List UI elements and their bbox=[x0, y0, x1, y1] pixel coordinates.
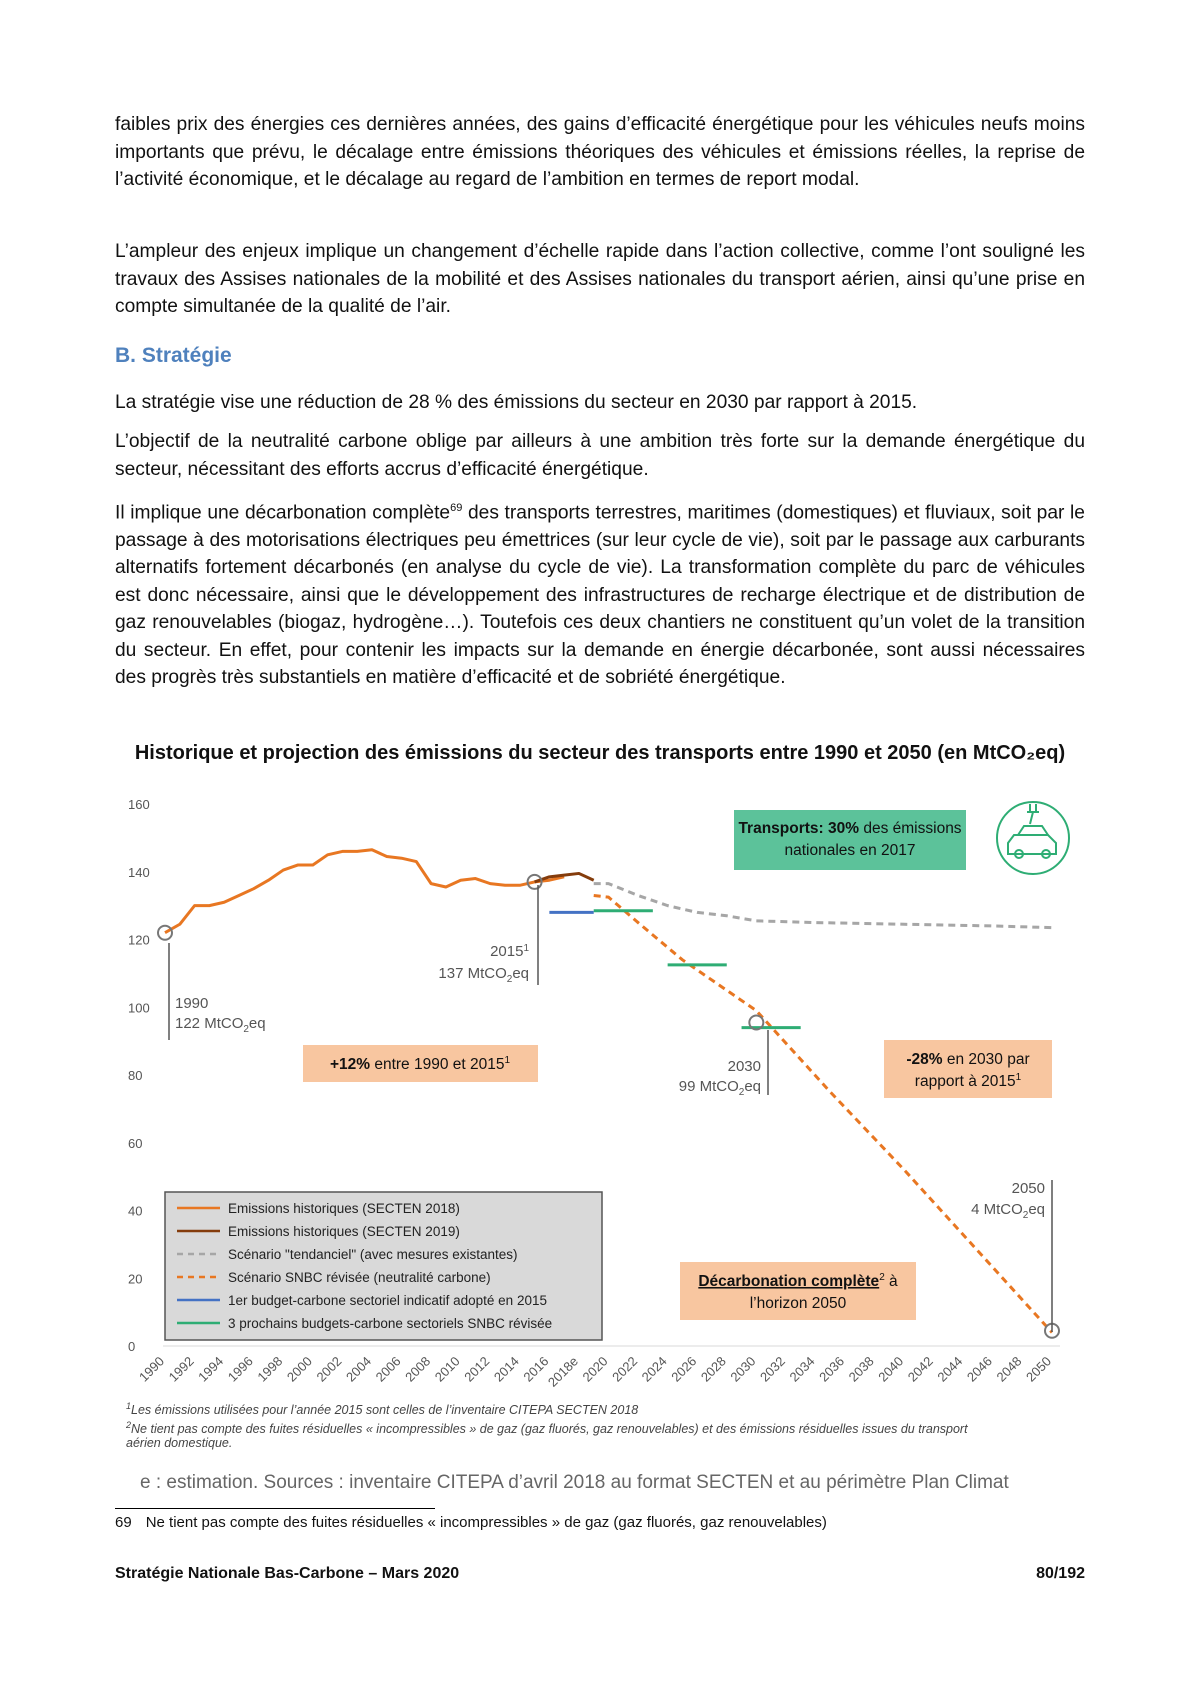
x-tick-label: 2018e bbox=[544, 1353, 582, 1390]
emissions-chart bbox=[0, 790, 1190, 1490]
annotation-2050-value: 4 MtCO$_2$eq bbox=[971, 1201, 1045, 1221]
x-tick-label: 2010 bbox=[431, 1353, 463, 1385]
annotation-1990-year: 1990 bbox=[175, 995, 209, 1012]
x-tick-label: 2006 bbox=[372, 1353, 404, 1385]
y-tick-label: 40 bbox=[128, 1203, 143, 1219]
x-axis bbox=[136, 1354, 1054, 1390]
x-tick-label: 1998 bbox=[254, 1353, 286, 1385]
legend-label: Emissions historiques (SECTEN 2019) bbox=[228, 1224, 460, 1239]
annotation-2030-year: 2030 bbox=[727, 1058, 761, 1075]
y-tick-label: 20 bbox=[128, 1271, 143, 1287]
x-tick-label: 2002 bbox=[313, 1353, 345, 1385]
decarbonation-box bbox=[680, 1262, 916, 1320]
x-tick-label: 2024 bbox=[638, 1353, 670, 1385]
x-tick-label: 2044 bbox=[934, 1353, 966, 1385]
decrease-box-line-1: -28% en 2030 par bbox=[906, 1051, 1030, 1068]
chart-title: Historique et projection des émissions du secteur des transports entre 1990 et 2050 (en MtCO₂eq) bbox=[134, 742, 1066, 764]
y-tick-label: 60 bbox=[128, 1135, 143, 1151]
p5-text-b: des transports terrestres, maritimes (domestiques) et fluviaux, soit par le passage à des motorisations électriques peu émettrices (sur leur cycle de vie), soit par le passage aux carburants alternatifs fortement décarbonés (en analyse du cycle de vie). La transformation complète du parc de véhicules est donc nécessaire, ainsi que le développement des infrastructures de recharge électrique et de distribution de gaz renouvelables (biogaz, hydrogène…). Toutefois ces deux chantiers ne constituent qu’un volet de la transition du secteur. En effet, pour contenir les impacts sur la demande en énergie décarbonée, sont aussi nécessaires des progrès très substantiels en matière d’efficacité et de sobriété énergétique. bbox=[115, 502, 1085, 689]
share-box bbox=[734, 810, 966, 870]
page-number: 80/192 bbox=[1036, 1565, 1085, 1582]
footnote-ref[interactable]: 69 bbox=[450, 502, 463, 514]
y-tick-label: 0 bbox=[128, 1339, 136, 1354]
decrease-box-line-2: rapport à 2015$^1$ bbox=[914, 1072, 1022, 1090]
annotation-2050-year: 2050 bbox=[1011, 1180, 1045, 1197]
legend-label: 1er budget-carbone sectoriel indicatif adopté en 2015 bbox=[228, 1293, 547, 1308]
legend-label: Scénario "tendanciel" (avec mesures existantes) bbox=[228, 1247, 518, 1262]
x-tick-label: 1990 bbox=[136, 1353, 168, 1385]
annotation-1990 bbox=[175, 995, 266, 1035]
annotation-2030 bbox=[679, 1058, 761, 1098]
x-tick-label: 1992 bbox=[165, 1353, 197, 1385]
y-tick-label: 140 bbox=[128, 864, 150, 880]
x-tick-label: 2046 bbox=[963, 1353, 995, 1385]
annotation-2030-value: 99 MtCO$_2$eq bbox=[678, 1078, 761, 1098]
y-tick-label: 120 bbox=[128, 932, 150, 948]
paragraph-2: L’ampleur des enjeux implique un changement d’échelle rapide dans l’action collective, comme l’ont souligné les travaux des Assises nationales de la mobilité et des Assises nationales du transport aérien, ainsi qu’une prise en compte simultanée de la qualité de l’air. bbox=[115, 241, 1085, 317]
increase-box bbox=[303, 1045, 538, 1082]
p5-text-a: Il implique une décarbonation complète bbox=[115, 502, 451, 524]
chart-legend bbox=[165, 1192, 602, 1340]
x-tick-label: 2034 bbox=[786, 1353, 818, 1385]
page-footer bbox=[115, 1565, 1085, 1583]
x-tick-label: 2022 bbox=[609, 1353, 641, 1385]
x-tick-label: 2040 bbox=[875, 1353, 907, 1385]
footnote-69: 69 Ne tient pas compte des fuites résiduelles « incompressibles » de gaz (gaz fluorés, gaz renouvelables) bbox=[115, 1514, 827, 1531]
chart-note-3: aérien domestique. bbox=[126, 1436, 233, 1450]
annotation-2015 bbox=[438, 943, 529, 985]
y-axis bbox=[128, 797, 150, 1354]
annotation-1990-value: 122 MtCO$_2$eq bbox=[175, 1015, 266, 1035]
x-tick-label: 2030 bbox=[727, 1353, 759, 1385]
x-tick-label: 2050 bbox=[1023, 1353, 1055, 1385]
x-tick-label: 2004 bbox=[343, 1353, 375, 1385]
chart-sources: e : estimation. Sources : inventaire CITEPA d’avril 2018 au format SECTEN et au périmètre Plan Climat bbox=[140, 1472, 1009, 1493]
series-line-0 bbox=[165, 850, 564, 933]
x-tick-label: 2014 bbox=[490, 1353, 522, 1385]
chart-note-2: $^2$Ne tient pas compte des fuites résiduelles « incompressibles » de gaz (gaz fluorés, gaz renouvelables) et des émissions résiduelles issues du transport bbox=[126, 1420, 968, 1437]
x-tick-label: 2038 bbox=[845, 1353, 877, 1385]
increase-box-text: +12% entre 1990 et 2015$^1$ bbox=[329, 1055, 511, 1073]
x-tick-label: 2008 bbox=[402, 1353, 434, 1385]
x-tick-label: 2016 bbox=[520, 1353, 552, 1385]
legend-label: 3 prochains budgets-carbone sectoriels SNBC révisée bbox=[228, 1316, 553, 1331]
share-box-bg bbox=[734, 810, 966, 870]
section-heading: B. Stratégie bbox=[115, 344, 232, 367]
annotation-2050 bbox=[971, 1180, 1045, 1221]
share-box-line-2: nationales en 2017 bbox=[784, 842, 916, 859]
paragraph-4: L’objectif de la neutralité carbone oblige par ailleurs à une ambition très forte sur la demande énergétique du secteur, nécessitant des efforts accrus d’efficacité énergétique. bbox=[115, 431, 1085, 480]
x-tick-label: 1996 bbox=[224, 1353, 256, 1385]
x-tick-label: 1994 bbox=[195, 1353, 227, 1385]
paragraph-3: La stratégie vise une réduction de 28 % des émissions du secteur en 2030 par rapport à 2015. bbox=[115, 392, 918, 413]
x-tick-label: 2036 bbox=[816, 1353, 848, 1385]
x-tick-label: 2042 bbox=[904, 1353, 936, 1385]
decrease-box bbox=[884, 1040, 1052, 1098]
decarbonation-box-line-1: Décarbonation complète$^2$ à bbox=[698, 1272, 898, 1290]
x-tick-label: 2032 bbox=[756, 1353, 789, 1385]
y-tick-label: 80 bbox=[128, 1068, 143, 1083]
y-tick-label: 100 bbox=[128, 1000, 150, 1016]
y-tick-label: 160 bbox=[128, 797, 150, 812]
footer-title: Stratégie Nationale Bas-Carbone – Mars 2020 bbox=[115, 1565, 460, 1582]
legend-label: Emissions historiques (SECTEN 2018) bbox=[228, 1201, 460, 1216]
x-tick-label: 2000 bbox=[283, 1353, 315, 1385]
footnote-divider bbox=[115, 1508, 435, 1509]
x-tick-label: 2026 bbox=[668, 1353, 700, 1385]
annotation-2015-year: 2015$^1$ bbox=[490, 943, 529, 960]
share-box-line-1: Transports: 30% des émissions bbox=[738, 820, 962, 837]
x-tick-label: 2028 bbox=[697, 1353, 729, 1385]
x-tick-label: 2048 bbox=[993, 1353, 1025, 1385]
paragraph-1: faibles prix des énergies ces dernières années, des gains d’efficacité énergétique pour les véhicules neufs moins importants que prévu, le décalage entre émissions théoriques des véhicules et émissions réelles, la reprise de l’activité économique, et le décalage au regard de l’ambition en termes de report modal. bbox=[115, 114, 1085, 190]
x-tick-label: 2020 bbox=[579, 1353, 611, 1385]
decarbonation-box-line-2: l’horizon 2050 bbox=[749, 1295, 847, 1312]
chart-note-1: $^1$Les émissions utilisées pour l’année 2015 sont celles de l’inventaire CITEPA SECTEN 2018 bbox=[126, 1401, 639, 1418]
annotation-2015-value: 137 MtCO$_2$eq bbox=[438, 965, 529, 985]
x-tick-label: 2012 bbox=[461, 1353, 493, 1385]
paragraph-5 bbox=[115, 495, 1085, 692]
legend-label: Scénario SNBC révisée (neutralité carbone) bbox=[228, 1270, 491, 1285]
electric-car-icon bbox=[997, 802, 1069, 874]
series-line-2 bbox=[594, 884, 1052, 928]
